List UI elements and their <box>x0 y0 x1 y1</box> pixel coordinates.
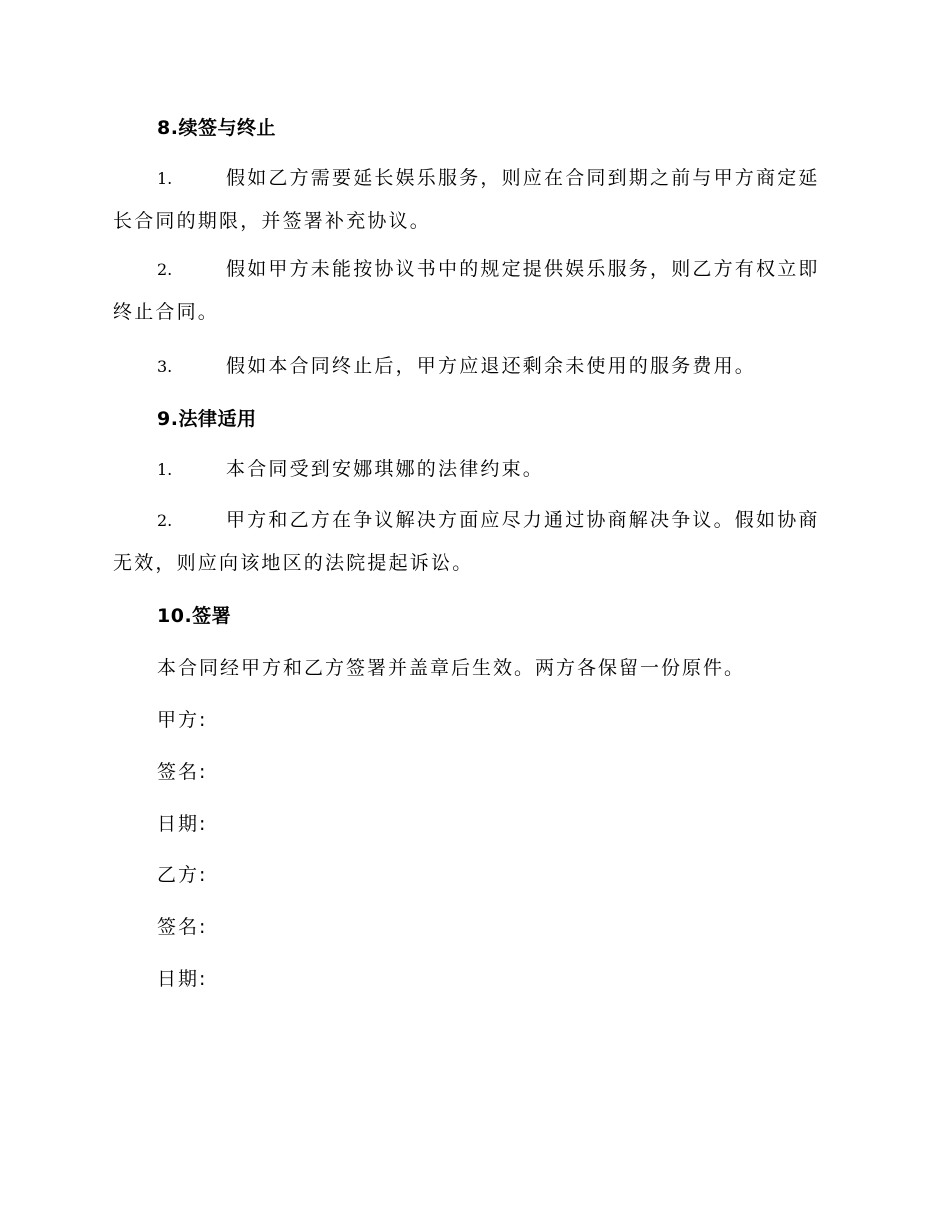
clause-8-3 <box>113 345 831 388</box>
clause-number: 1. <box>157 169 173 188</box>
clause-number: 2. <box>157 260 173 279</box>
clause-9-2 <box>113 499 831 585</box>
clause-text: 本合同受到安娜琪娜的法律约束。 <box>226 458 545 480</box>
clause-8-2 <box>113 248 831 334</box>
clause-text: 假如乙方需要延长娱乐服务，则应在合同到期之前与甲方商定延长合同的期限，并签署补充协议。 <box>113 167 820 232</box>
clause-9-1 <box>113 448 831 491</box>
section-heading-signing: 10.签署 <box>157 605 232 627</box>
clause-number: 2. <box>157 511 173 530</box>
clause-number: 3. <box>157 357 173 376</box>
section-heading-law: 9.法律适用 <box>157 408 257 430</box>
clause-text: 甲方和乙方在争议解决方面应尽力通过协商解决争议。假如协商无效，则应向该地区的法院提起诉讼。 <box>113 509 820 574</box>
signing-paragraph: 本合同经甲方和乙方签署并盖章后生效。两方各保留一份原件。 <box>157 657 746 679</box>
party-b-label: 乙方: <box>157 864 208 886</box>
clause-number: 1. <box>157 460 173 479</box>
party-b-date-label: 日期: <box>157 968 208 990</box>
party-a-date-label: 日期: <box>157 813 208 835</box>
clause-text: 假如本合同终止后，甲方应退还剩余未使用的服务费用。 <box>226 355 757 377</box>
party-a-label: 甲方: <box>157 709 208 731</box>
party-a-signature-label: 签名: <box>157 761 208 783</box>
clause-text: 假如甲方未能按协议书中的规定提供娱乐服务，则乙方有权立即终止合同。 <box>113 258 820 323</box>
clause-8-1 <box>113 157 831 243</box>
section-heading-renewal: 8.续签与终止 <box>157 117 276 139</box>
party-b-signature-label: 签名: <box>157 916 208 938</box>
